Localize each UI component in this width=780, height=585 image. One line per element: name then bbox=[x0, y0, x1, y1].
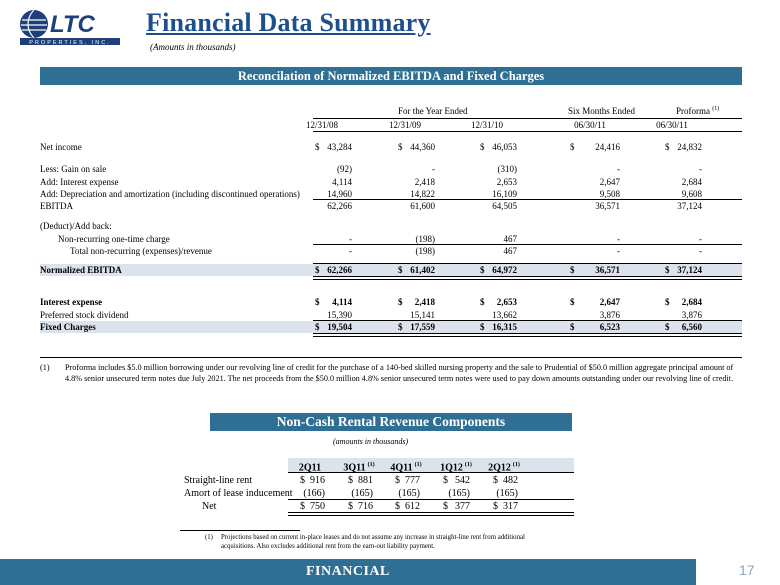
noncash-row-label: Net bbox=[202, 501, 217, 512]
cell-value: 2,684 bbox=[681, 297, 702, 307]
table-row bbox=[40, 163, 742, 175]
cell-value: 37,124 bbox=[677, 201, 702, 211]
cell-value: (310) bbox=[497, 164, 517, 174]
noncash-value: 881 bbox=[358, 475, 373, 486]
globe-icon bbox=[20, 10, 48, 38]
noncash-value: 542 bbox=[455, 475, 470, 486]
row-label: Non-recurring one-time charge bbox=[58, 234, 170, 244]
table-row bbox=[40, 245, 742, 257]
noncash-column-note: (1) bbox=[512, 462, 520, 468]
currency-symbol: $ bbox=[398, 322, 403, 332]
table-row bbox=[40, 220, 742, 232]
cell-value: 9,508 bbox=[599, 189, 620, 199]
cell-value: 2,418 bbox=[414, 177, 435, 187]
currency-symbol: $ bbox=[398, 297, 403, 307]
cell-value: 6,560 bbox=[681, 322, 702, 332]
cell-value: 15,390 bbox=[327, 310, 352, 320]
currency-symbol: $ bbox=[570, 142, 575, 152]
noncash-value: 716 bbox=[358, 501, 373, 512]
cell-value: (198) bbox=[415, 234, 435, 244]
column-header: 12/31/10 bbox=[470, 120, 503, 130]
table-row bbox=[40, 296, 742, 308]
proforma-note: (1) bbox=[712, 106, 720, 112]
cell-value: 36,571 bbox=[595, 201, 620, 211]
table-row bbox=[40, 141, 742, 153]
cell-value: 16,315 bbox=[492, 322, 517, 332]
noncash-value: 612 bbox=[405, 501, 420, 512]
currency-symbol: $ bbox=[398, 142, 403, 152]
noncash-currency: $ bbox=[300, 501, 305, 512]
currency-symbol: $ bbox=[480, 297, 485, 307]
row-label: Total non-recurring (expenses)/revenue bbox=[70, 246, 212, 256]
row-label: Normalized EBITDA bbox=[40, 265, 122, 275]
noncash-row-label: Straight-line rent bbox=[184, 475, 253, 486]
cell-value: 19,504 bbox=[327, 322, 352, 332]
row-label: Add: Depreciation and amortization (including discontinued operations) bbox=[40, 189, 300, 199]
noncash-column-note: (1) bbox=[414, 462, 422, 468]
noncash-value: (165) bbox=[351, 488, 373, 499]
cell-value: 4,114 bbox=[332, 297, 352, 307]
cell-value: - bbox=[617, 234, 620, 244]
cell-value: - bbox=[432, 164, 435, 174]
currency-symbol: $ bbox=[480, 142, 485, 152]
page-subtitle: (Amounts in thousands) bbox=[150, 42, 236, 52]
noncash-column-header: 3Q11 $^{(1)}$ bbox=[343, 462, 375, 474]
currency-symbol: $ bbox=[398, 265, 403, 275]
currency-symbol: $ bbox=[665, 322, 670, 332]
cell-value: 46,053 bbox=[492, 142, 517, 152]
noncash-value: 317 bbox=[503, 501, 518, 512]
cell-value: 6,523 bbox=[599, 322, 620, 332]
cell-value: 17,559 bbox=[410, 322, 435, 332]
cell-value: 43,284 bbox=[327, 142, 352, 152]
cell-value: 15,141 bbox=[410, 310, 435, 320]
cell-value: 3,876 bbox=[681, 310, 702, 320]
currency-symbol: $ bbox=[315, 142, 320, 152]
currency-symbol: $ bbox=[665, 297, 670, 307]
cell-value: 64,505 bbox=[492, 201, 517, 211]
cell-value: 44,360 bbox=[410, 142, 435, 152]
noncash-value: (166) bbox=[303, 488, 325, 499]
noncash-currency: $ bbox=[493, 501, 498, 512]
cell-value: 16,109 bbox=[492, 189, 517, 199]
cell-value: 37,124 bbox=[677, 265, 702, 275]
cell-value: 62,266 bbox=[327, 201, 352, 211]
noncash-row-label: Amort of lease inducement bbox=[184, 488, 293, 499]
currency-symbol: $ bbox=[570, 322, 575, 332]
row-label: (Deduct)/Add back: bbox=[40, 221, 112, 231]
header-proforma: Proforma $^{(1)}$ bbox=[676, 106, 720, 116]
currency-symbol: $ bbox=[315, 265, 320, 275]
noncash-currency: $ bbox=[443, 475, 448, 486]
row-label: Interest expense bbox=[40, 297, 103, 307]
noncash-value: 916 bbox=[310, 475, 325, 486]
noncash-column-note: (1) bbox=[464, 462, 472, 468]
footer-band bbox=[0, 559, 780, 585]
cell-value: 14,822 bbox=[410, 189, 435, 199]
cell-value: 64,972 bbox=[492, 265, 517, 275]
header-year-ended: For the Year Ended bbox=[398, 106, 468, 116]
noncash-footnote-text: Projections based on current in-place leases and do not assume any increase in straight-line rent from additional acquisitions. Also excludes additional rent from the earn-out liability payment. bbox=[221, 534, 525, 550]
noncash-value: 377 bbox=[455, 501, 470, 512]
noncash-currency: $ bbox=[395, 501, 400, 512]
logo-text: LTC bbox=[50, 11, 95, 38]
cell-value: - bbox=[699, 234, 702, 244]
cell-value: - bbox=[617, 164, 620, 174]
noncash-row bbox=[180, 474, 580, 487]
row-label: Fixed Charges bbox=[40, 322, 96, 332]
page-title: Financial Data Summary bbox=[146, 8, 431, 37]
currency-symbol: $ bbox=[570, 265, 575, 275]
table-row bbox=[40, 200, 742, 212]
cell-value: 24,416 bbox=[595, 142, 620, 152]
noncash-value: 482 bbox=[503, 475, 518, 486]
footnote-number: (1) bbox=[40, 363, 50, 372]
table-row bbox=[40, 264, 742, 276]
noncash-band: Non-Cash Rental Revenue Components bbox=[210, 413, 572, 431]
noncash-value: (165) bbox=[448, 488, 470, 499]
table-row bbox=[40, 321, 742, 333]
cell-value: 24,832 bbox=[677, 142, 702, 152]
noncash-value: 750 bbox=[310, 501, 325, 512]
currency-symbol: $ bbox=[570, 297, 575, 307]
column-header: 06/30/11 bbox=[656, 120, 688, 130]
noncash-column-header: 2Q11 bbox=[298, 462, 322, 474]
cell-value: 467 bbox=[503, 246, 517, 256]
noncash-value: (165) bbox=[398, 488, 420, 499]
header-six-months: Six Months Ended bbox=[568, 106, 636, 116]
noncash-currency: $ bbox=[395, 475, 400, 486]
currency-symbol: $ bbox=[665, 142, 670, 152]
column-header: 12/31/09 bbox=[388, 120, 421, 130]
footer-page-box bbox=[696, 559, 780, 585]
noncash-currency: $ bbox=[348, 501, 353, 512]
noncash-value: 777 bbox=[405, 475, 420, 486]
cell-value: 62,266 bbox=[327, 265, 352, 275]
currency-symbol: $ bbox=[665, 265, 670, 275]
cell-value: 36,571 bbox=[595, 265, 620, 275]
reconciliation-band: Reconcilation of Normalized EBITDA and Fixed Charges bbox=[40, 67, 742, 85]
cell-value: 2,653 bbox=[496, 297, 517, 307]
row-label: Add: Interest expense bbox=[40, 177, 119, 187]
page-number: 17 bbox=[739, 562, 755, 578]
ltc-logo bbox=[18, 8, 122, 46]
noncash-value: (165) bbox=[496, 488, 518, 499]
cell-value: 61,402 bbox=[410, 265, 435, 275]
noncash-column-header: 2Q12 $^{(1)}$ bbox=[488, 462, 520, 474]
cell-value: - bbox=[699, 164, 702, 174]
cell-value: 467 bbox=[503, 234, 517, 244]
cell-value: 61,600 bbox=[410, 201, 435, 211]
noncash-currency: $ bbox=[300, 475, 305, 486]
currency-symbol: $ bbox=[315, 297, 320, 307]
noncash-currency: $ bbox=[443, 501, 448, 512]
row-label: EBITDA bbox=[40, 201, 73, 211]
currency-symbol: $ bbox=[480, 265, 485, 275]
cell-value: (92) bbox=[337, 164, 352, 174]
cell-value: 3,876 bbox=[599, 310, 620, 320]
cell-value: - bbox=[617, 246, 620, 256]
noncash-footnote-number: (1) bbox=[205, 534, 213, 541]
noncash-column-header: 1Q12 $^{(1)}$ bbox=[440, 462, 472, 474]
cell-value: 2,647 bbox=[599, 297, 620, 307]
table-row bbox=[40, 176, 742, 188]
currency-symbol: $ bbox=[315, 322, 320, 332]
footer-label: FINANCIAL bbox=[306, 564, 390, 579]
noncash-column-header: 4Q11 $^{(1)}$ bbox=[390, 462, 422, 474]
column-header: 12/31/08 bbox=[305, 120, 338, 130]
footnote-text: Proforma includes $5.0 million borrowing under our revolving line of credit for the purchase of a 140-bed skilled nursing property and the sale to Prudential of $50.0 million aggregate principal amount of 4.8% senior unsecured term notes due July 2021. The net proceeds from the $50.0 million 4.8% senior unsecured term notes were used to pay down amounts outstanding under our revolving line of credit. bbox=[65, 363, 734, 383]
cell-value: 14,960 bbox=[327, 189, 352, 199]
cell-value: 2,647 bbox=[599, 177, 620, 187]
currency-symbol: $ bbox=[480, 322, 485, 332]
row-label: Net income bbox=[40, 142, 82, 152]
noncash-currency: $ bbox=[348, 475, 353, 486]
cell-value: (198) bbox=[415, 246, 435, 256]
logo-subtext: PROPERTIES, INC. bbox=[29, 40, 111, 46]
noncash-column-note: (1) bbox=[367, 462, 375, 468]
noncash-currency: $ bbox=[493, 475, 498, 486]
row-label: Preferred stock dividend bbox=[40, 310, 129, 320]
cell-value: 2,684 bbox=[681, 177, 702, 187]
cell-value: 2,653 bbox=[496, 177, 517, 187]
cell-value: 13,662 bbox=[492, 310, 517, 320]
cell-value: - bbox=[699, 246, 702, 256]
cell-value: - bbox=[349, 246, 352, 256]
cell-value: 9,608 bbox=[681, 189, 702, 199]
cell-value: 4,114 bbox=[332, 177, 352, 187]
row-label: Less: Gain on sale bbox=[40, 164, 107, 174]
noncash-subtitle: (amounts in thousands) bbox=[333, 437, 409, 446]
column-header: 06/30/11 bbox=[574, 120, 606, 130]
cell-value: 2,418 bbox=[414, 297, 435, 307]
cell-value: - bbox=[349, 234, 352, 244]
